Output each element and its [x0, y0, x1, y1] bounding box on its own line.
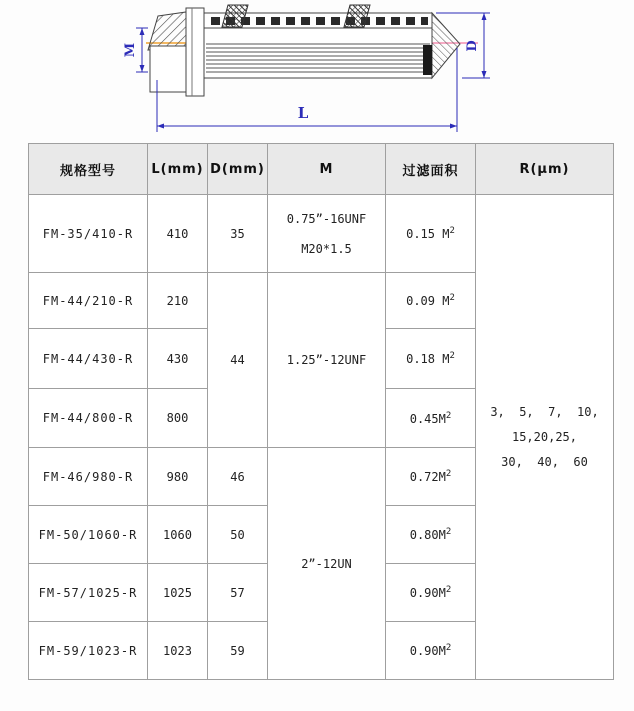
thread-spec-line1: 0.75”-16UNF	[286, 211, 367, 226]
end-cone	[432, 13, 460, 78]
header-model: 规格型号	[29, 144, 148, 195]
header-r: R(μm)	[476, 144, 614, 195]
d-cell: 57	[208, 564, 268, 622]
l-cell: 800	[148, 389, 208, 448]
d-cell: 46	[208, 448, 268, 506]
model-cell: FM-44/430-R	[29, 329, 148, 389]
l-cell: 430	[148, 329, 208, 389]
collar	[186, 8, 204, 96]
d-cell: 50	[208, 506, 268, 564]
area-cell: $0.45M^2$	[386, 389, 476, 448]
area-cell: $0.90M^2$	[386, 564, 476, 622]
area-cell: 0.09 $M^2$	[386, 273, 476, 329]
model-cell: FM-50/1060-R	[29, 506, 148, 564]
header-d: D(mm)	[208, 144, 268, 195]
filter-element	[148, 5, 460, 96]
r-values-line1: 3, 5, 7, 10,	[490, 405, 599, 419]
m-cell: 1.25”-12UNF	[268, 273, 386, 448]
dim-label-l: L	[297, 104, 309, 122]
r-values-line2: 15,20,25,	[511, 430, 578, 444]
l-cell: 1025	[148, 564, 208, 622]
dim-m	[123, 28, 148, 72]
area-cell: $0.90M^2$	[386, 622, 476, 680]
model-cell: FM-44/800-R	[29, 389, 148, 448]
technical-drawing	[0, 0, 634, 142]
l-cell: 1060	[148, 506, 208, 564]
d-cell: 59	[208, 622, 268, 680]
d-cell: 35	[208, 195, 268, 273]
l-cell: 980	[148, 448, 208, 506]
header-area: 过滤面积	[386, 144, 476, 195]
thread-spec-line2: M20*1.5	[301, 241, 352, 256]
header-m: M	[268, 144, 386, 195]
table-row	[29, 195, 614, 273]
cone-core-bar	[423, 45, 432, 75]
area-cell: $0.72M^2$	[386, 448, 476, 506]
nut-face	[150, 46, 186, 92]
model-cell: FM-59/1023-R	[29, 622, 148, 680]
l-cell: 1023	[148, 622, 208, 680]
dim-label-d: D	[465, 40, 480, 52]
area-cell: 0.15 $M^2$	[386, 195, 476, 273]
model-cell: FM-44/210-R	[29, 273, 148, 329]
model-cell: FM-35/410-R	[29, 195, 148, 273]
header-row	[29, 144, 614, 195]
area-cell: 0.18 $M^2$	[386, 329, 476, 389]
m-cell	[268, 195, 386, 273]
d-cell: 44	[208, 273, 268, 448]
l-cell: 410	[148, 195, 208, 273]
l-cell: 210	[148, 273, 208, 329]
model-cell: FM-57/1025-R	[29, 564, 148, 622]
area-cell: $0.80M^2$	[386, 506, 476, 564]
dim-label-m: M	[123, 42, 138, 58]
model-cell: FM-46/980-R	[29, 448, 148, 506]
r-cell	[476, 195, 614, 680]
m-cell: 2”-12UN	[268, 448, 386, 680]
thread-cap	[148, 12, 186, 50]
header-l: L(mm)	[148, 144, 208, 195]
spec-table	[28, 143, 614, 680]
r-values-line3: 30, 40, 60	[501, 455, 588, 469]
